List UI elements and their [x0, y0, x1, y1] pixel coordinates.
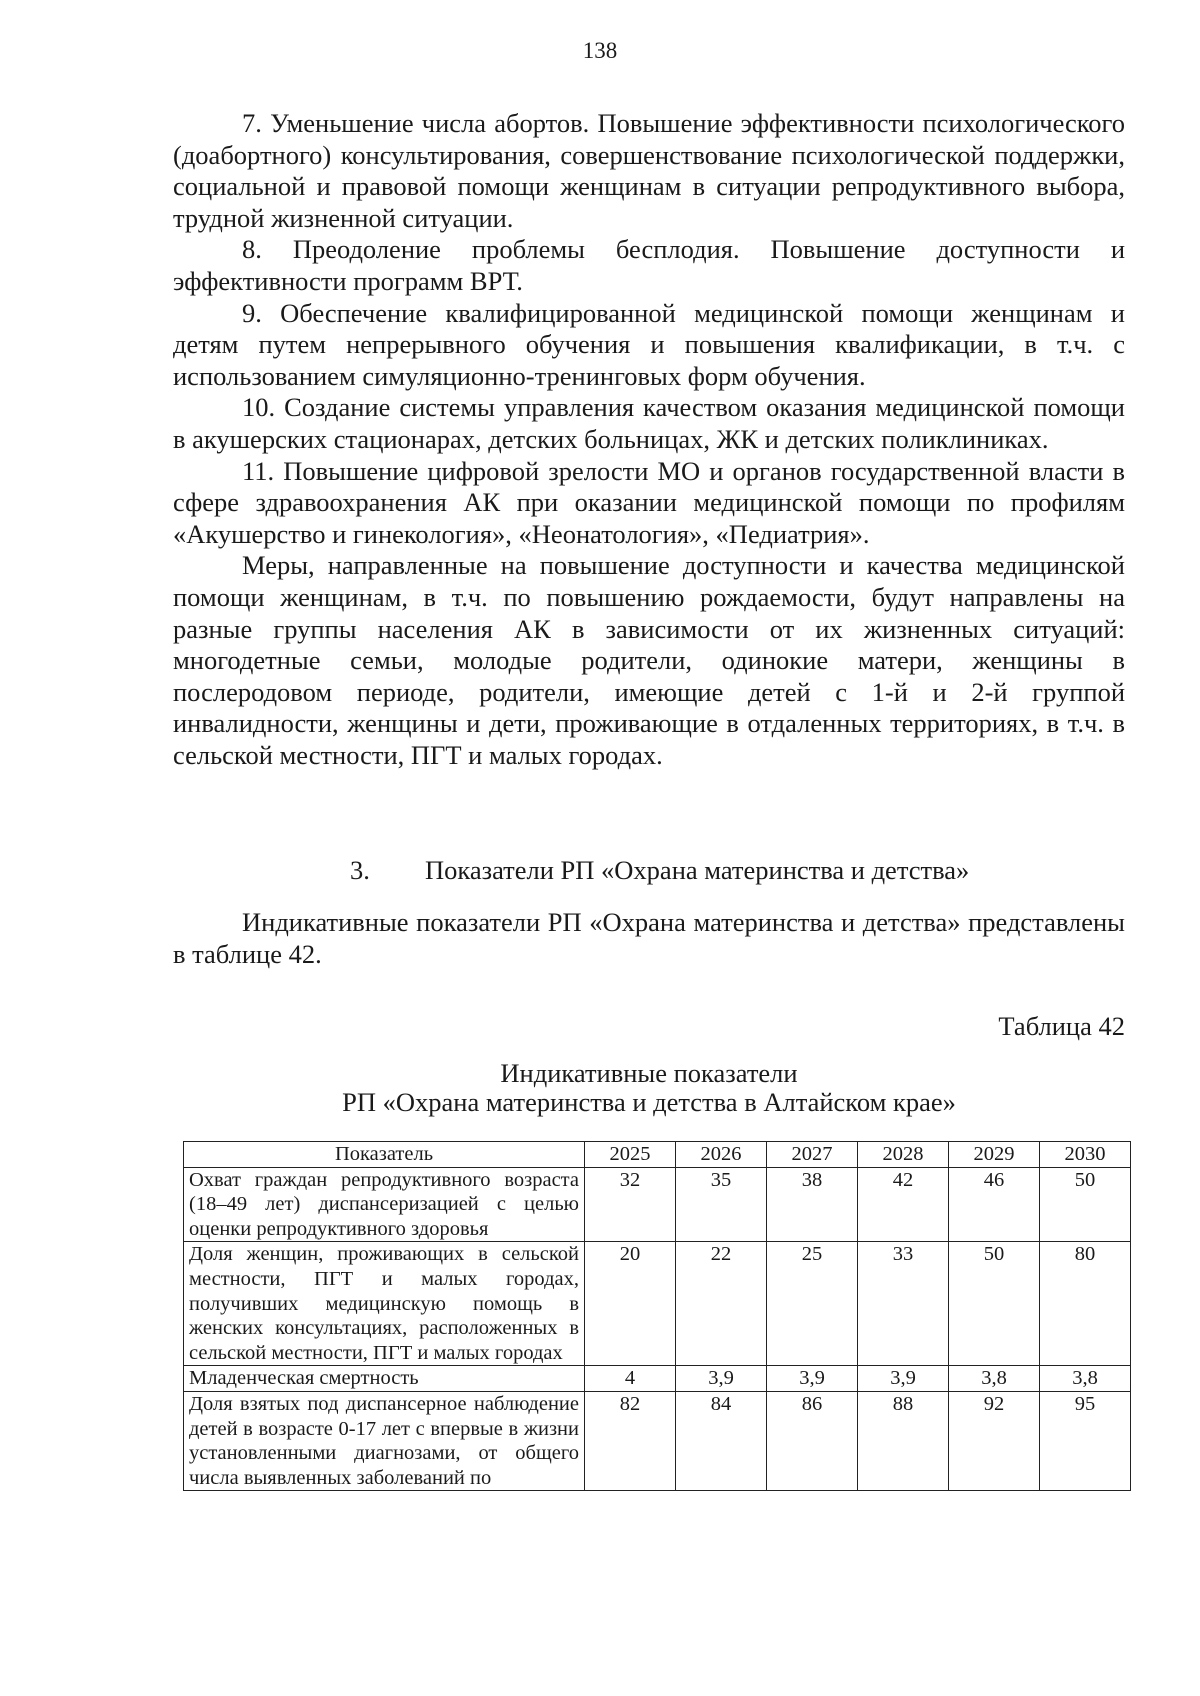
- page-number: 138: [582, 38, 618, 63]
- value-cell: 95: [1040, 1391, 1131, 1490]
- value-cell: 42: [858, 1167, 949, 1242]
- table-title-line-2: РП «Охрана материнства и детства в Алтайском крае»: [342, 1087, 956, 1117]
- paragraph-9: 9. Обеспечение квалифицированной медицинской помощи женщинам и детям путем непрерывного обучения и повышения квалификации, в т.ч. с использованием симуляционно-тренинговых форм обучения.: [173, 297, 1125, 391]
- paragraph-8: 8. Преодоление проблемы бесплодия. Повышение доступности и эффективности программ ВРТ.: [173, 234, 1125, 296]
- table-label: Таблица 42: [998, 1011, 1125, 1041]
- table-row: [184, 1366, 1131, 1392]
- value-cell: 33: [858, 1242, 949, 1366]
- value-cell: 92: [949, 1391, 1040, 1490]
- body-text: [173, 108, 1125, 771]
- value-cell: 80: [1040, 1242, 1131, 1366]
- value-cell: 84: [676, 1391, 767, 1490]
- value-cell: 3,8: [949, 1366, 1040, 1392]
- header-year: 2027: [767, 1142, 858, 1168]
- indicator-cell: Младенческая смертность: [184, 1366, 585, 1392]
- value-cell: 35: [676, 1167, 767, 1242]
- value-cell: 50: [1040, 1167, 1131, 1242]
- value-cell: 20: [585, 1242, 676, 1366]
- value-cell: 3,9: [767, 1366, 858, 1392]
- section-heading: [350, 855, 969, 886]
- value-cell: 46: [949, 1167, 1040, 1242]
- value-cell: 50: [949, 1242, 1040, 1366]
- value-cell: 38: [767, 1167, 858, 1242]
- intro-text: [173, 906, 1125, 970]
- paragraph-7: 7. Уменьшение числа абортов. Повышение эффективности психологического (доабортного) консультирования, совершенствование психологической поддержки, социальной и правовой помощи женщинам в ситуации репродуктивного выбора, трудной жизненной ситуации.: [173, 108, 1125, 233]
- value-cell: 82: [585, 1391, 676, 1490]
- value-cell: 32: [585, 1167, 676, 1242]
- paragraph-measures: Меры, направленные на повышение доступности и качества медицинской помощи женщинам, в т.ч. по повышению рождаемости, будут направлены на разные группы населения АК в зависимости от их жизненных ситуаций: многодетные семьи, молодые родители, одинокие матери, женщины в послеродовом периоде, родители, имеющие детей с 1-й и 2-й группой инвалидности, женщины и дети, проживающие в отдаленных территориях, в т.ч. в сельской местности, ПГТ и малых городах.: [173, 550, 1125, 770]
- table-row: [184, 1391, 1131, 1490]
- value-cell: 4: [585, 1366, 676, 1392]
- table-title-line-1: Индикативные показатели: [500, 1058, 798, 1088]
- paragraph-11: 11. Повышение цифровой зрелости МО и органов государственной власти в сфере здравоохранения АК при оказании медицинской помощи по профилям «Акушерство и гинекология», «Неонатология», «Педиатрия».: [173, 455, 1125, 549]
- value-cell: 3,8: [1040, 1366, 1131, 1392]
- indicators-table: [183, 1141, 1131, 1491]
- header-year: 2028: [858, 1142, 949, 1168]
- header-year: 2025: [585, 1142, 676, 1168]
- indicator-cell: Доля взятых под диспансерное наблюдение детей в возрасте 0-17 лет с впервые в жизни установленными диагнозами, от общего числа выявленных заболеваний по: [184, 1391, 585, 1490]
- value-cell: 3,9: [676, 1366, 767, 1392]
- value-cell: 88: [858, 1391, 949, 1490]
- indicator-cell: Охват граждан репродуктивного возраста (18–49 лет) диспансеризацией с целью оценки репродуктивного здоровья: [184, 1167, 585, 1242]
- value-cell: 86: [767, 1391, 858, 1490]
- value-cell: 3,9: [858, 1366, 949, 1392]
- paragraph-10: 10. Создание системы управления качеством оказания медицинской помощи в акушерских стационарах, детских больницах, ЖК и детских поликлиниках.: [173, 392, 1125, 454]
- header-year: 2030: [1040, 1142, 1131, 1168]
- value-cell: 25: [767, 1242, 858, 1366]
- header-indicator: Показатель: [184, 1142, 585, 1168]
- table-header-row: [184, 1142, 1131, 1168]
- intro-paragraph: Индикативные показатели РП «Охрана материнства и детства» представлены в таблице 42.: [173, 907, 1125, 969]
- section-number: 3.: [350, 855, 370, 885]
- table-row: [184, 1167, 1131, 1242]
- header-year: 2029: [949, 1142, 1040, 1168]
- indicator-cell: Доля женщин, проживающих в сельской местности, ПГТ и малых городах, получивших медицинскую помощь в женских консультациях, расположенных в сельской местности, ПГТ и малых городах: [184, 1242, 585, 1366]
- header-year: 2026: [676, 1142, 767, 1168]
- section-title: Показатели РП «Охрана материнства и детства»: [425, 855, 970, 885]
- table-title: [173, 1059, 1125, 1117]
- table-row: [184, 1242, 1131, 1366]
- value-cell: 22: [676, 1242, 767, 1366]
